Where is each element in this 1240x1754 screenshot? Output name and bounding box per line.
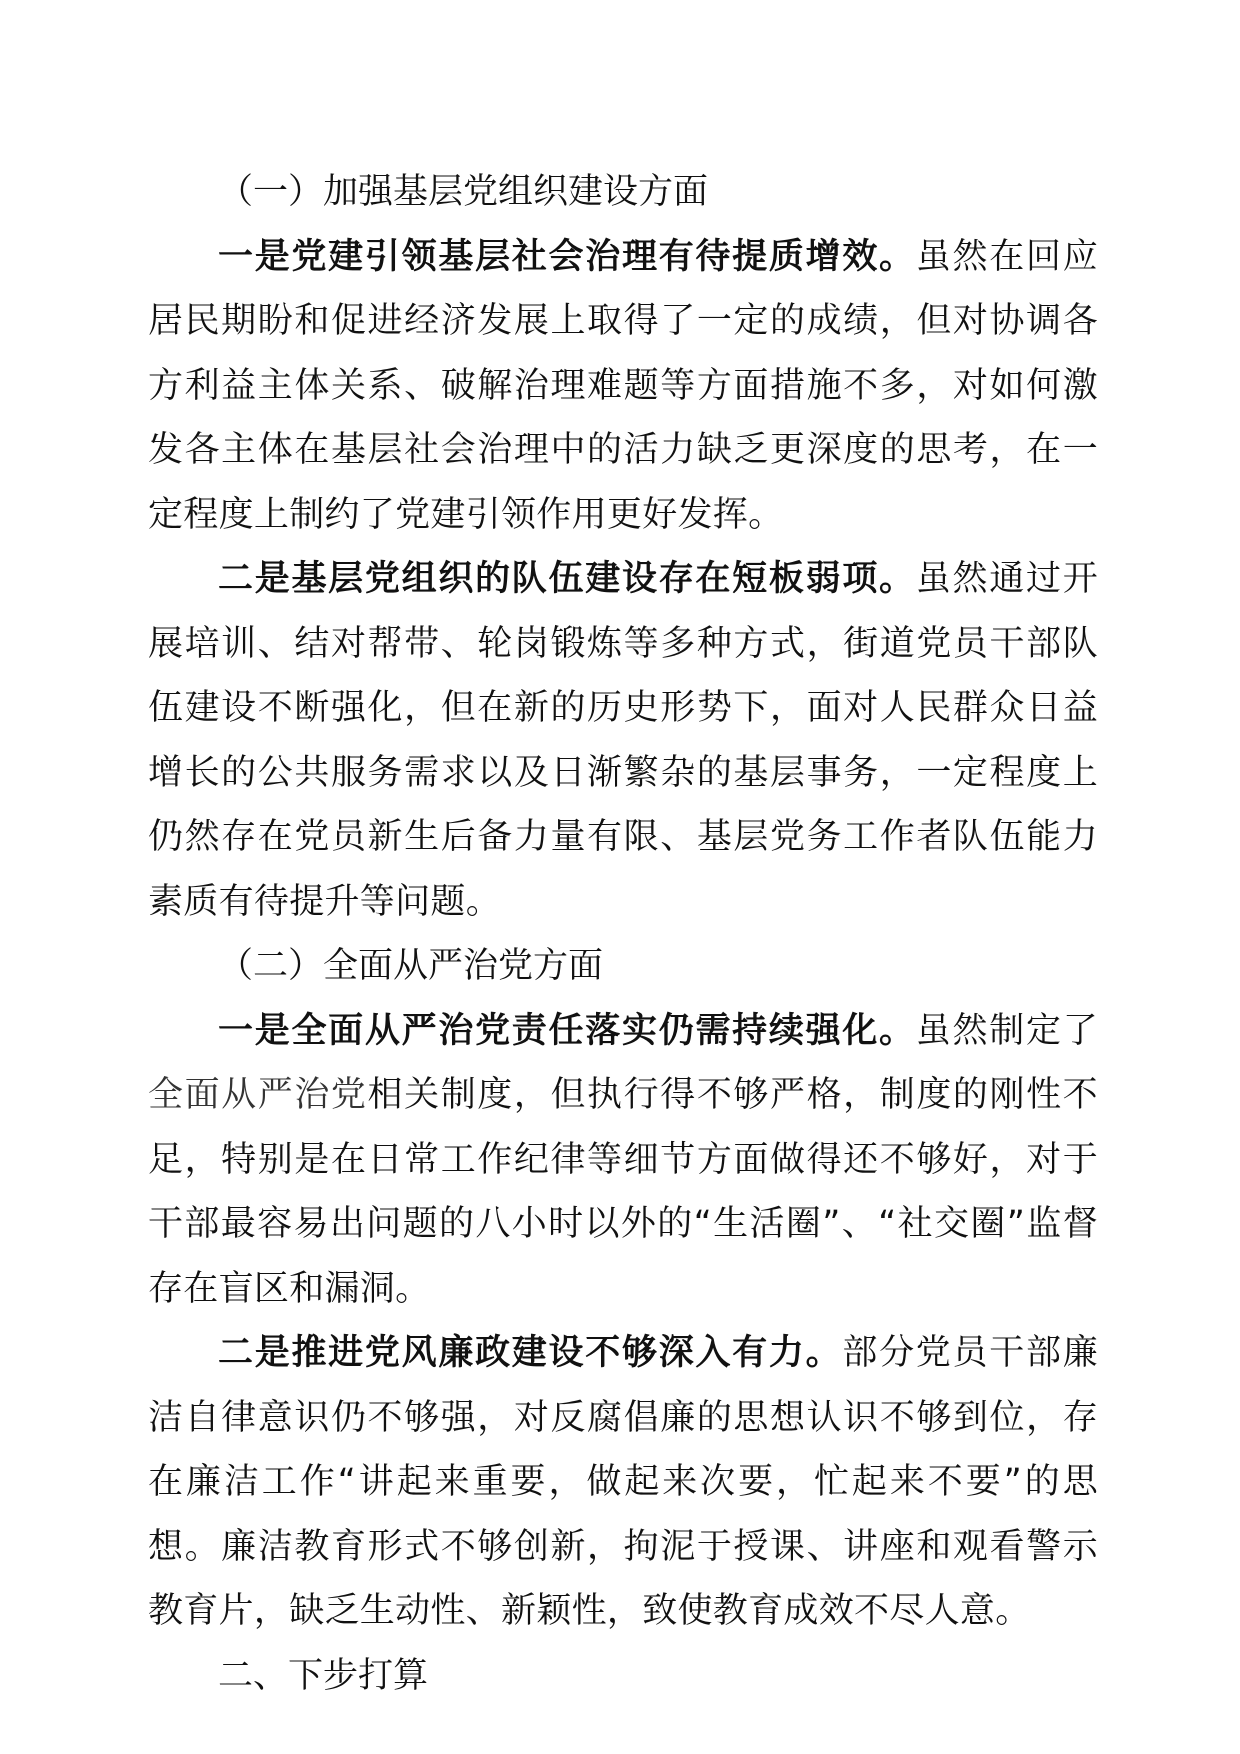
paragraph-1-lead: 一是党建引领基层社会治理有待提质增效。 [218, 236, 916, 277]
document-body [148, 160, 1098, 1708]
paragraph-4-lead: 二是推进党风廉政建设不够深入有力。 [218, 1333, 843, 1373]
paragraph-3-lead: 一是全面从严治党责任落实仍需持续强化。 [218, 1010, 916, 1051]
paragraph-2-lead: 二是基层党组织的队伍建设存在短板弱项。 [218, 559, 916, 599]
paragraph-4-body: 部分党员干部廉洁自律意识仍不够强，对反腐倡廉的思想认识不够到位，存在廉洁工作“讲起来重要，做起来次要，忙起来不要”的思想。廉洁教育形式不够创新，拘泥于授课、讲座和观看警示教育片，缺乏生动性、新颖性，致使教育成效不尽人意。 [148, 1333, 1098, 1631]
paragraph-3-body-b: 相关制度，但执行得不够严格，制度的刚性不足，特别是在日常工作纪律等细节方面做得还不够好，对于干部最容易出问题的八小时以外的“生活圈”、“社交圈”监督存在盲区和漏洞。 [148, 1075, 1098, 1309]
section-heading-3: 二、下步打算 [218, 1655, 429, 1696]
paragraph-1-body: 虽然在回应居民期盼和促进经济发展上取得了一定的成绩，但对协调各方利益主体关系、破解治理难题等方面措施不多，对如何激发各主体在基层社会治理中的活力缺乏更深度的思考，在一定程度上制约了党建引领作用更好发挥。 [148, 236, 1098, 535]
paragraph-2-body: 虽然通过开展培训、结对帮带、轮岗锻炼等多种方式，街道党员干部队伍建设不断强化，但在新的历史形势下，面对人民群众日益增长的公共服务需求以及日渐繁杂的基层事务，一定程度上仍然存在党员新生后备力量有限、基层党务工作者队伍能力素质有待提升等问题。 [148, 559, 1098, 922]
paragraph-4 [148, 1321, 1098, 1644]
paragraph-3-body-a: 虽然制定了 [915, 1010, 1098, 1051]
section-heading-2: （二）全面从严治党方面 [218, 946, 604, 986]
paragraph-3-body-thin: 全面从严治党 [148, 1075, 368, 1115]
paragraph-2 [148, 547, 1098, 934]
section-heading-1: （一）加强基层党组织建设方面 [218, 172, 709, 212]
paragraph-3 [148, 999, 1098, 1322]
paragraph-1 [148, 225, 1098, 548]
